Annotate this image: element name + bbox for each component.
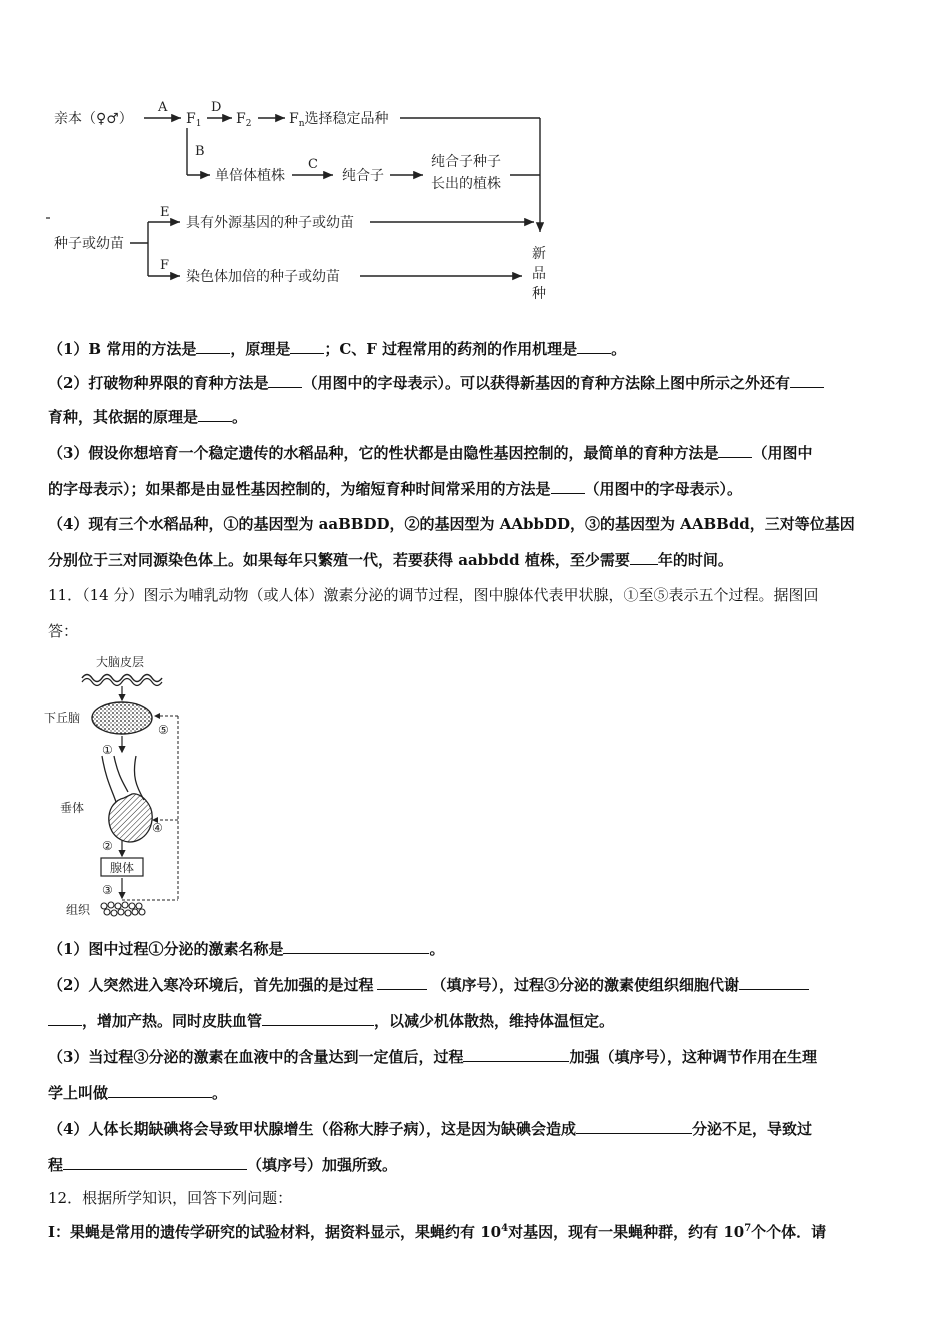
q11-part3-b: 学上叫做 。 (48, 1084, 228, 1102)
q12-part1: I：果蝇是常用的遗传学研究的试验材料，据资料显示，果蝇约有 $10^4$对基因，现有一果蝇种群，约有 $10^7$个个体．请 (48, 1223, 827, 1241)
gland-label: 腺体 (110, 861, 135, 875)
label-f: F (160, 258, 170, 273)
q10-part2-a: （2）打破物种界限的育种方法是 （用图中的字母表示）。可以获得新基因的育种方法除上图中所示之外还有 (48, 372, 908, 393)
label-d: D (211, 100, 222, 115)
new-variety-2: 品 (532, 266, 546, 282)
foreign-gene-label: 具有外源基因的种子或幼苗 (186, 215, 354, 231)
tissue-label: 组织 (66, 903, 91, 917)
step3-label: ③ (102, 883, 113, 897)
q10-part3-b: 的字母表示）；如果都是由显性基因控制的，为缩短育种时间常采用的方法是 （用图中的字母表示）。 (48, 480, 743, 498)
doubled-label: 染色体加倍的种子或幼苗 (186, 269, 340, 285)
homo-seed-line2: 长出的植株 (431, 176, 501, 192)
haploid-label: 单倍体植株 (215, 168, 285, 184)
label-e: E (160, 205, 170, 220)
q10-part4-b: 分别位于三对同源染色体上。如果每年只繁殖一代，若要获得 aabbdd 植株，至少需要 年的时间。 (48, 551, 733, 569)
hypothalamus-label: 下丘脑 (44, 711, 81, 725)
fn-label: $F_n$选择稳定品种 (289, 111, 389, 129)
homozygote-label: 纯合子 (342, 168, 384, 184)
q11-part3-a: （3）当过程③分泌的激素在血液中的含量达到一定值后，过程 加强（填序号），这种调节作用在生理 (48, 1048, 817, 1066)
f2-label: $F_2$ (236, 111, 252, 129)
step4-label: ④ (152, 821, 163, 835)
step5-label: ⑤ (158, 723, 169, 737)
hypothalamus-shape (92, 702, 152, 734)
q10-part2-b: 育种，其依据的原理是 。 (48, 408, 248, 426)
cortex-label: 大脑皮层 (96, 655, 145, 669)
label-c: C (308, 157, 318, 172)
q11-heading-a: 11．（14 分）图示为哺乳动物（或人体）激素分泌的调节过程，图中腺体代表甲状腺，①至⑤表示五个过程。据图回 (48, 586, 819, 604)
seed-label: 种子或幼苗 (54, 236, 124, 252)
q12-heading: 12．根据所学知识，回答下列问题： (48, 1189, 293, 1207)
q11-part2-b: ，增加产热。同时皮肤血管 ，以减少机体散热，维持体温恒定。 (48, 1010, 908, 1031)
breeding-diagram (40, 92, 580, 312)
label-b: B (195, 144, 205, 159)
tissue-cells (101, 902, 145, 916)
step1-label: ① (102, 743, 113, 757)
q11-part4-a: （4）人体长期缺碘将会导致甲状腺增生（俗称大脖子病），这是因为缺碘会造成 分泌不足，导致过 (48, 1120, 812, 1138)
new-variety-3: 种 (532, 286, 546, 302)
q11-part2-a: （2）人突然进入寒冷环境后，首先加强的是过程 （填序号），过程③分泌的激素使组织细胞代谢 (48, 974, 908, 995)
q11-heading-b: 答： (48, 622, 79, 640)
q10-part4-a: （4）现有三个水稻品种，①的基因型为 aaBBDD，②的基因型为 AAbbDD，③的基因型为 AABBdd，三对等位基因 (48, 515, 855, 533)
step2-label: ② (102, 839, 113, 853)
new-variety-1: 新 (532, 246, 546, 262)
pituitary-stalk (102, 756, 116, 802)
homo-seed-line1: 纯合子种子 (431, 154, 501, 170)
parent-label: 亲本（♀♂） (54, 111, 133, 127)
q11-part1: （1）图中过程①分泌的激素名称是 。 (48, 940, 445, 958)
pituitary-label: 垂体 (60, 801, 85, 815)
label-a: A (158, 100, 168, 115)
q11-part4-b: 程 （填序号）加强所致。 (48, 1156, 398, 1174)
q10-part1: （1）B 常用的方法是 ，原理是 ；C、F 过程常用的药剂的作用机理是 。 (48, 340, 627, 358)
f1-label: $F_1$ (186, 111, 202, 129)
q10-part3-a: （3）假设你想培育一个稳定遗传的水稻品种，它的性状都是由隐性基因控制的，最简单的育种方法是 （用图中 (48, 444, 813, 462)
hormone-diagram (40, 652, 200, 922)
